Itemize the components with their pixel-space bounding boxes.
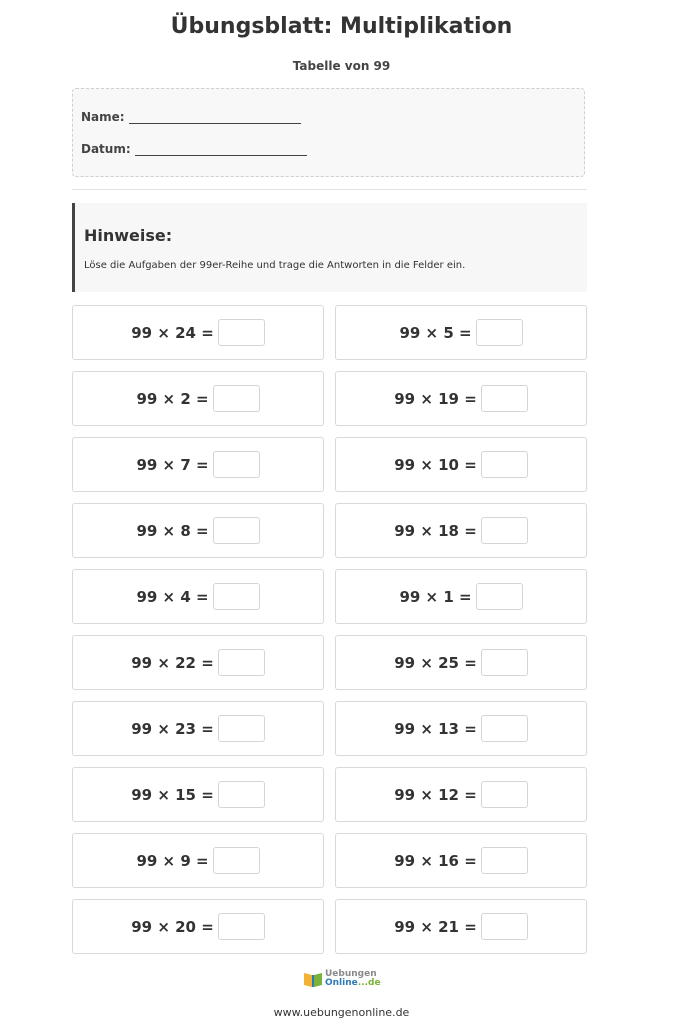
answer-input[interactable] xyxy=(481,451,528,478)
date-blank[interactable] xyxy=(135,143,307,156)
problem-equation: 99 × 13 = xyxy=(394,719,477,738)
answer-input[interactable] xyxy=(481,847,528,874)
answer-input[interactable] xyxy=(218,913,265,940)
name-label: Name: xyxy=(81,110,125,124)
problem-card xyxy=(72,569,324,624)
answer-input[interactable] xyxy=(481,517,528,544)
answer-input[interactable] xyxy=(213,451,260,478)
footer-url: www.uebungenonline.de xyxy=(273,1006,410,1019)
problem-equation: 99 × 22 = xyxy=(131,653,214,672)
logo-line2-main: Online xyxy=(325,978,358,988)
logo-line2 xyxy=(325,979,381,988)
problem-equation: 99 × 25 = xyxy=(394,653,477,672)
answer-input[interactable] xyxy=(213,583,260,610)
problem-equation: 99 × 20 = xyxy=(131,917,214,936)
problem-equation: 99 × 2 = xyxy=(136,389,209,408)
name-line xyxy=(81,110,301,124)
answer-input[interactable] xyxy=(481,649,528,676)
logo-line1: Uebungen xyxy=(325,969,377,979)
problem-equation: 99 × 10 = xyxy=(394,455,477,474)
problem-card xyxy=(335,833,587,888)
problem-equation: 99 × 4 = xyxy=(136,587,209,606)
problem-equation: 99 × 23 = xyxy=(131,719,214,738)
problem-card xyxy=(335,305,587,360)
problem-grid xyxy=(72,305,588,954)
problem-equation: 99 × 18 = xyxy=(394,521,477,540)
answer-input[interactable] xyxy=(218,715,265,742)
problem-card xyxy=(72,701,324,756)
problem-equation: 99 × 24 = xyxy=(131,323,214,342)
answer-input[interactable] xyxy=(481,781,528,808)
answer-input[interactable] xyxy=(476,319,523,346)
date-line xyxy=(81,142,307,156)
page-subtitle: Tabelle von 99 xyxy=(292,59,391,73)
problem-card xyxy=(72,503,324,558)
problem-card xyxy=(335,569,587,624)
problem-equation: 99 × 5 = xyxy=(399,323,472,342)
problem-card xyxy=(335,371,587,426)
answer-input[interactable] xyxy=(213,847,260,874)
answer-input[interactable] xyxy=(218,319,265,346)
problem-equation: 99 × 7 = xyxy=(136,455,209,474)
problem-equation: 99 × 19 = xyxy=(394,389,477,408)
problem-equation: 99 × 1 = xyxy=(399,587,472,606)
page-title: Übungsblatt: Multiplikation xyxy=(170,14,513,39)
problem-card xyxy=(72,635,324,690)
hints-box xyxy=(72,203,587,292)
problem-card xyxy=(335,437,587,492)
logo-text xyxy=(325,970,381,988)
answer-input[interactable] xyxy=(213,517,260,544)
problem-equation: 99 × 21 = xyxy=(394,917,477,936)
problem-equation: 99 × 12 = xyxy=(394,785,477,804)
answer-input[interactable] xyxy=(218,781,265,808)
problem-card xyxy=(72,833,324,888)
date-label: Datum: xyxy=(81,142,131,156)
answer-input[interactable] xyxy=(481,385,528,412)
problem-card xyxy=(72,899,324,954)
divider xyxy=(72,189,587,190)
problem-equation: 99 × 15 = xyxy=(131,785,214,804)
problem-card xyxy=(335,899,587,954)
logo-line2-suffix: ...de xyxy=(357,978,381,988)
answer-input[interactable] xyxy=(476,583,523,610)
answer-input[interactable] xyxy=(213,385,260,412)
problem-card xyxy=(335,503,587,558)
name-blank[interactable] xyxy=(129,111,301,124)
answer-input[interactable] xyxy=(481,913,528,940)
student-info-box xyxy=(72,88,585,177)
problem-equation: 99 × 16 = xyxy=(394,851,477,870)
problem-card xyxy=(72,767,324,822)
problem-card xyxy=(72,371,324,426)
book-icon xyxy=(303,970,323,988)
problem-card xyxy=(72,305,324,360)
problem-card xyxy=(335,767,587,822)
problem-card xyxy=(335,701,587,756)
hints-text: Löse die Aufgaben der 99er-Reihe und trage die Antworten in die Felder ein. xyxy=(84,260,466,271)
problem-equation: 99 × 8 = xyxy=(136,521,209,540)
answer-input[interactable] xyxy=(481,715,528,742)
problem-equation: 99 × 9 = xyxy=(136,851,209,870)
site-logo xyxy=(303,966,383,992)
problem-card xyxy=(335,635,587,690)
answer-input[interactable] xyxy=(218,649,265,676)
problem-card xyxy=(72,437,324,492)
hints-title: Hinweise: xyxy=(84,226,173,245)
